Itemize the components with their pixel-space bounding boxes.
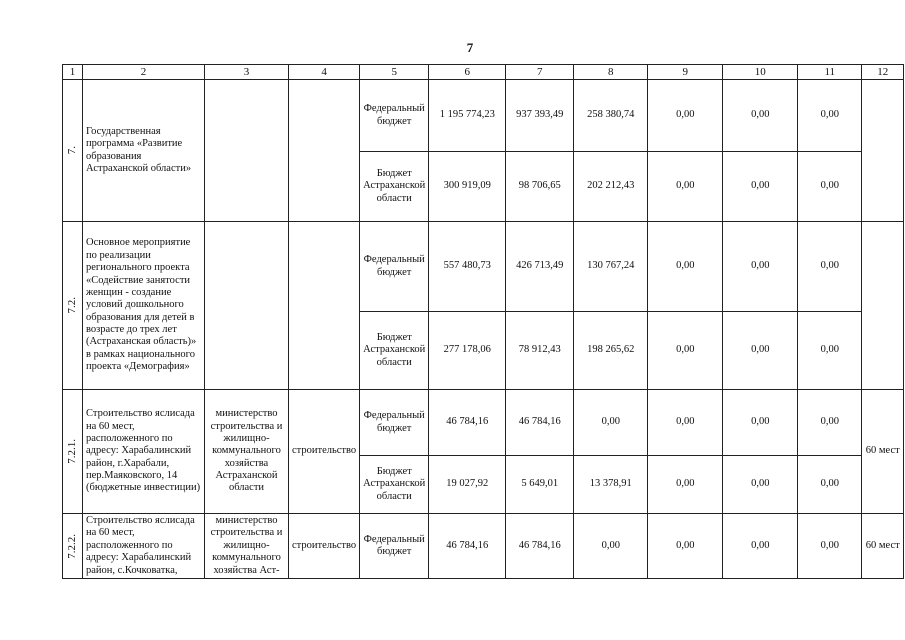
value-col11: 0,00 <box>798 456 862 514</box>
value-col7: 426 713,49 <box>506 222 574 312</box>
col-header-3: 3 <box>205 65 289 80</box>
page-number: 7 <box>466 40 474 55</box>
value-col7: 98 706,65 <box>506 152 574 222</box>
value-col9: 0,00 <box>648 80 723 152</box>
value-col10: 0,00 <box>723 456 798 514</box>
result <box>862 80 904 222</box>
work-type <box>289 80 360 222</box>
value-col10: 0,00 <box>723 390 798 456</box>
value-col6: 46 784,16 <box>429 514 506 579</box>
value-col8: 202 212,43 <box>574 152 648 222</box>
funding-source: Бюджет Астраханской области <box>360 152 429 222</box>
value-col8: 0,00 <box>574 390 648 456</box>
table-row <box>63 390 904 456</box>
measure-name: Государственная программа «Развитие образования Астраханской области» <box>83 80 205 222</box>
col-header-5: 5 <box>360 65 429 80</box>
value-col9: 0,00 <box>648 312 723 390</box>
table-row <box>63 222 904 312</box>
row-number-cell <box>63 80 83 222</box>
value-col6: 277 178,06 <box>429 312 506 390</box>
value-col11: 0,00 <box>798 312 862 390</box>
value-col11: 0,00 <box>798 514 862 579</box>
executor <box>205 222 289 390</box>
work-type <box>289 222 360 390</box>
col-header-7: 7 <box>506 65 574 80</box>
value-col6: 1 195 774,23 <box>429 80 506 152</box>
value-col10: 0,00 <box>723 514 798 579</box>
value-col8: 198 265,62 <box>574 312 648 390</box>
header-row <box>63 65 904 80</box>
value-col7: 5 649,01 <box>506 456 574 514</box>
value-col11: 0,00 <box>798 222 862 312</box>
row-number: 7.2.1. <box>66 439 79 464</box>
funding-source: Федеральный бюджет <box>360 514 429 579</box>
value-col7: 78 912,43 <box>506 312 574 390</box>
col-header-1: 1 <box>63 65 83 80</box>
work-type: строительство <box>289 514 360 579</box>
work-type: строительство <box>289 390 360 514</box>
value-col11: 0,00 <box>798 152 862 222</box>
value-col6: 46 784,16 <box>429 390 506 456</box>
col-header-4: 4 <box>289 65 360 80</box>
value-col7: 937 393,49 <box>506 80 574 152</box>
value-col9: 0,00 <box>648 456 723 514</box>
value-col8: 258 380,74 <box>574 80 648 152</box>
executor: министерство строительства и жилищно-коммунального хозяйства Аст- <box>205 514 289 579</box>
value-col7: 46 784,16 <box>506 390 574 456</box>
value-col6: 300 919,09 <box>429 152 506 222</box>
row-number: 7.2. <box>66 297 79 314</box>
result <box>862 222 904 390</box>
executor: министерство строительства и жилищно-коммунального хозяйства Астраханской области <box>205 390 289 514</box>
result: 60 мест <box>862 390 904 514</box>
col-header-10: 10 <box>723 65 798 80</box>
executor <box>205 80 289 222</box>
col-header-6: 6 <box>429 65 506 80</box>
table-row <box>63 80 904 152</box>
result: 60 мест <box>862 514 904 579</box>
funding-source: Федеральный бюджет <box>360 80 429 152</box>
row-number-cell <box>63 514 83 579</box>
funding-source: Бюджет Астраханской области <box>360 456 429 514</box>
value-col6: 19 027,92 <box>429 456 506 514</box>
measure-name: Основное мероприятие по реализации регионального проекта «Содействие занятости женщин - создание условий дошкольного образования для детей в возрасте до трех лет (Астраханская область)» в рамках национального проекта «Демография» <box>83 222 205 390</box>
budget-table <box>62 64 904 579</box>
col-header-12: 12 <box>862 65 904 80</box>
value-col8: 130 767,24 <box>574 222 648 312</box>
value-col9: 0,00 <box>648 514 723 579</box>
row-number-cell <box>63 222 83 390</box>
funding-source: Федеральный бюджет <box>360 390 429 456</box>
value-col11: 0,00 <box>798 80 862 152</box>
value-col10: 0,00 <box>723 152 798 222</box>
measure-name: Строительство яслисада на 60 мест, расположенного по адресу: Харабалинский район, с.Кочковатка, <box>83 514 205 579</box>
value-col6: 557 480,73 <box>429 222 506 312</box>
row-number: 7.2.2. <box>66 533 79 559</box>
value-col10: 0,00 <box>723 222 798 312</box>
funding-source: Бюджет Астраханской области <box>360 312 429 390</box>
row-number-cell <box>63 390 83 514</box>
value-col8: 13 378,91 <box>574 456 648 514</box>
value-col10: 0,00 <box>723 312 798 390</box>
table-row <box>63 514 904 579</box>
value-col8: 0,00 <box>574 514 648 579</box>
value-col9: 0,00 <box>648 222 723 312</box>
col-header-2: 2 <box>83 65 205 80</box>
value-col9: 0,00 <box>648 152 723 222</box>
value-col10: 0,00 <box>723 80 798 152</box>
value-col9: 0,00 <box>648 390 723 456</box>
col-header-8: 8 <box>574 65 648 80</box>
funding-source: Федеральный бюджет <box>360 222 429 312</box>
col-header-9: 9 <box>648 65 723 80</box>
value-col7: 46 784,16 <box>506 514 574 579</box>
col-header-11: 11 <box>798 65 862 80</box>
value-col11: 0,00 <box>798 390 862 456</box>
row-number: 7. <box>66 146 79 155</box>
measure-name: Строительство яслисада на 60 мест, расположенного по адресу: Харабалинский район, г.Харабали, пер.Маяковского, 14 (бюджетные инвестиции) <box>83 390 205 514</box>
